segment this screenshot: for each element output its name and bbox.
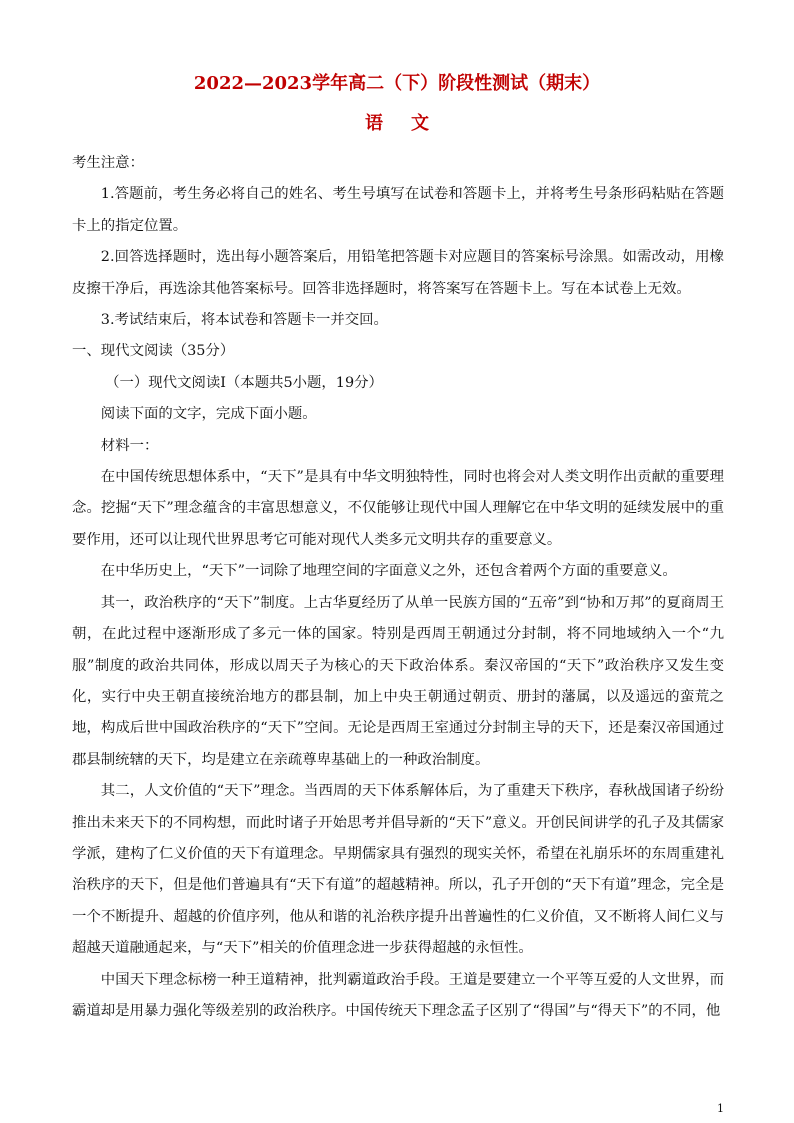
paragraph: 其一，政治秩序的“天下”制度。上古华夏经历了从单一民族方国的“五帝”到“协和万邦”的夏商周王朝，在此过程中逐渐形成了多元一体的国家。特别是西周王朝通过分封制，将不同地域纳入一个“九服”制度的政治共同体，形成以周天子为核心的天下政治体系。秦汉帝国的“天下”政治秩序又发生变化，实行中央王朝直接统治地方的郡县制，加上中央王朝通过朝贡、册封的藩属，以及遥远的蛮荒之地，构成后世中国政治秩序的“天下”空间。无论是西周王室通过分封制主导的天下，还是秦汉帝国通过郡县制统辖的天下，均是建立在亲疏尊卑基础上的一种政治制度。: [72, 594, 724, 768]
paragraph: 在中华历史上，“天下”一词除了地理空间的字面意义之外，还包含着两个方面的重要意义。: [100, 563, 677, 580]
notice-item-3: 3.考试结束后，将本试卷和答题卡一并交回。: [100, 312, 388, 329]
paragraph: 其二，人文价值的“天下”理念。当西周的天下体系解体后，为了重建天下秩序，春秋战国诸子纷纷推出未来天下的不同构想，而此时诸子开始思考并倡导新的“天下”意义。开创民间讲学的孔子及其儒家学派，建构了仁义价值的天下有道理念。早期儒家具有强烈的现实关怀，希望在礼崩乐坏的东周重建礼治秩序的天下，但是他们普遍具有“天下有道”的超越精神。所以，孔子开创的“天下有道”理念，完全是一个不断提升、超越的价值序列，他从和谐的礼治秩序提升出普遍性的仁义价值，又不断将人间仁义与超越天道融通起来，与“天下”相关的价值理念进一步获得超越的永恒性。: [72, 783, 724, 957]
subsection-heading: （一）现代文阅读Ⅰ（本题共5小题，19分）: [105, 374, 383, 391]
notice-item-1: 1.答题前，考生务必将自己的姓名、考生号填写在试卷和答题卡上，并将考生号条形码粘贴在答题卡上的指定位置。: [72, 186, 724, 234]
reading-instruction: 阅读下面的文字，完成下面小题。: [100, 406, 317, 423]
paragraph: 中国天下理念标榜一种王道精神，批判霸道政治手段。王道是要建立一个平等互爱的人文世界，而霸道却是用暴力强化等级差别的政治秩序。中国传统天下理念孟子区别了“得国”与“得天下”的不同，他: [72, 971, 724, 1019]
paragraph: 在中国传统思想体系中，“天下”是具有中华文明独特性，同时也将会对人类文明作出贡献的重要理念。挖掘“天下”理念蕴含的丰富思想意义，不仅能够让现代中国人理解它在中华文明的延续发展中的重要作用，还可以让现代世界思考它可能对现代人类多元文明共存的重要意义。: [72, 469, 724, 548]
section-heading: 一、现代文阅读（35分）: [72, 343, 235, 360]
material-label: 材料一：: [100, 437, 159, 454]
exam-title: 2022—2023学年高二（下）阶段性测试（期末）: [193, 73, 601, 94]
notice-item-2: 2.回答选择题时，选出每小题答案后，用铅笔把答题卡对应题目的答案标号涂黑。如需改动，用橡皮擦干净后，再选涂其他答案标号。回答非选择题时，将答案写在答题卡上。写在本试卷上无效。: [72, 249, 724, 297]
page-number: 1: [717, 1102, 724, 1115]
notice-heading: 考生注意：: [72, 155, 144, 171]
document-body: [72, 148, 724, 1027]
subject-title: 语文: [365, 113, 457, 134]
